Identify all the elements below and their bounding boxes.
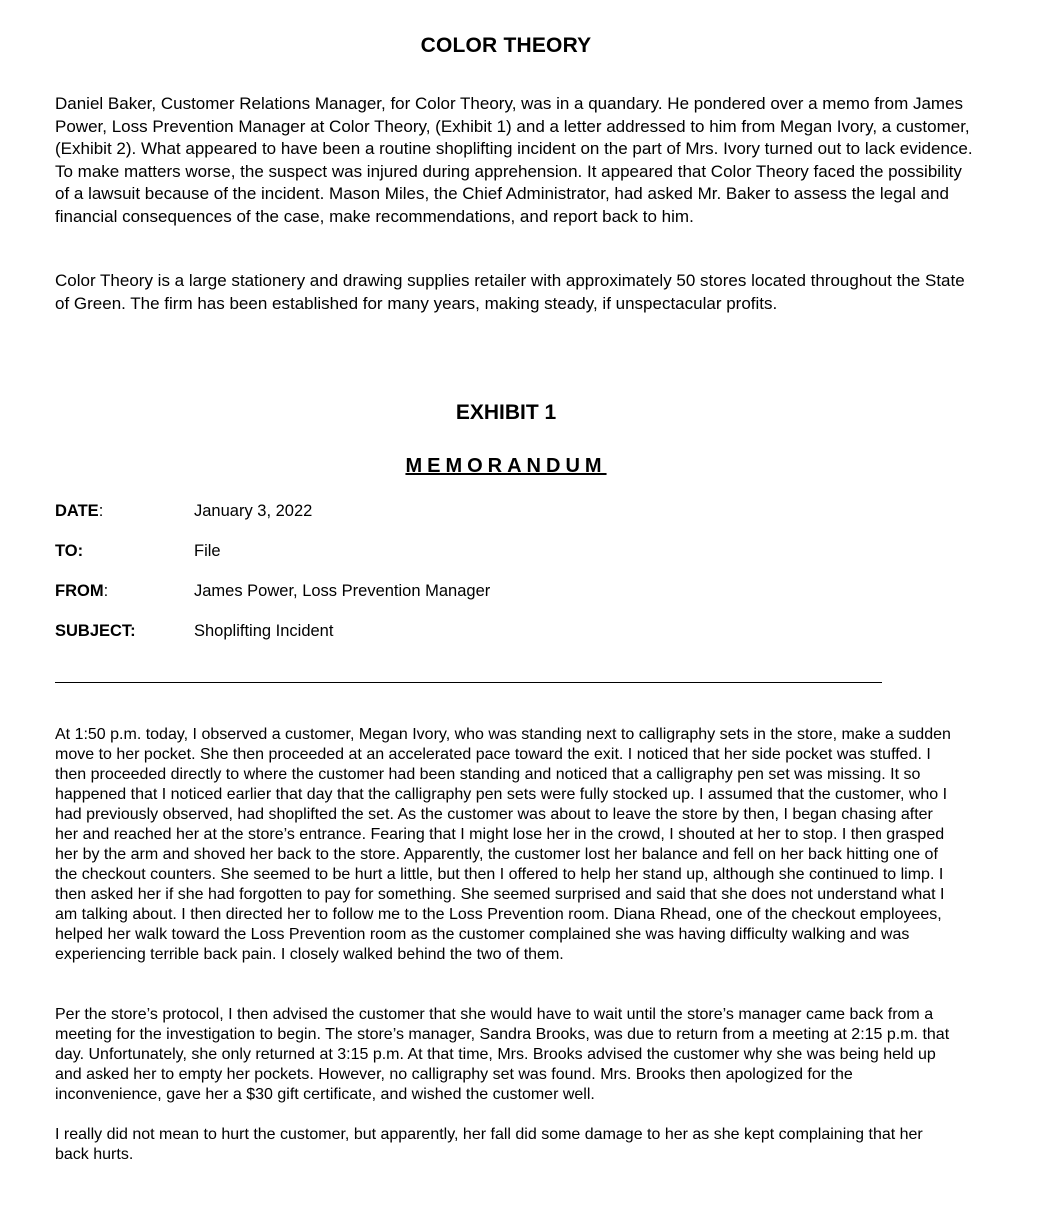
memo-from-value: James Power, Loss Prevention Manager (194, 582, 491, 600)
memo-body-paragraph-3: I really did not mean to hurt the customer, but apparently, her fall did some damage to her as she kept complaining that her back hurts. (55, 1126, 923, 1163)
memo-date-value: January 3, 2022 (194, 502, 313, 520)
intro-paragraph-1: Daniel Baker, Customer Relations Manager, for Color Theory, was in a quandary. He pondered over a memo from James Power, Loss Prevention Manager at Color Theory, (Exhibit 1) and a letter addressed to him from Megan Ivory, a customer, (Exhibit 2). What appeared to have been a routine shoplifting incident on the part of Mrs. Ivory turned out to lack evidence. To make matters worse, the suspect was injured during apprehension. It appeared that Color Theory faced the possibility of a lawsuit because of the incident. Mason Miles, the Chief Administrator, had asked Mr. Baker to assess the legal and financial consequences of the case, make recommendations, and report back to him. (55, 94, 973, 226)
memo-subject-label: SUBJECT: (55, 622, 136, 640)
memo-subject-value: Shoplifting Incident (194, 622, 334, 640)
memo-subject-row (55, 622, 955, 646)
memo-date-row (55, 502, 955, 526)
exhibit-title: EXHIBIT 1 (455, 401, 557, 424)
document-title: COLOR THEORY (420, 34, 592, 57)
memo-body-paragraph-2: Per the store’s protocol, I then advised the customer that she would have to wait until the store’s manager came back from a meeting for the investigation to begin. The store’s manager, Sandra Brooks, was due to return from a meeting at 2:15 p.m. that day. Unfortunately, she only returned at 3:15 p.m. At that time, Mrs. Brooks advised the customer why she was being held up and asked her to empty her pockets. However, no calligraphy set was found. Mrs. Brooks then apologized for the inconvenience, gave her a $30 gift certificate, and wished the customer well. (55, 1006, 950, 1103)
memo-to-label: TO: (55, 542, 84, 560)
intro-paragraph-2: Color Theory is a large stationery and drawing supplies retailer with approximately 50 stores located throughout the State of Green. The firm has been established for many years, making steady, if unspectacular profits. (55, 271, 965, 313)
memo-to-value: File (194, 542, 221, 560)
memo-date-label: DATE: (55, 502, 104, 520)
memo-from-row (55, 582, 955, 606)
memo-from-label: FROM: (55, 582, 109, 600)
memo-to-row (55, 542, 955, 566)
memo-body-paragraph-1: At 1:50 p.m. today, I observed a customer, Megan Ivory, who was standing next to calligraphy sets in the store, make a sudden move to her pocket. She then proceeded at an accelerated pace toward the exit. I noticed that her side pocket was stuffed. I then proceeded directly to where the customer had been standing and noticed that a calligraphy pen set was missing. It so happened that I noticed earlier that day that the calligraphy pen sets were fully stocked up. I assumed that the customer, who I had previously observed, had shoplifted the set. As the customer was about to leave the store by then, I began chasing after her and reached her at the store’s entrance. Fearing that I might lose her in the crowd, I shouted at her to stop. I then grasped her by the arm and shoved her back to the store. Apparently, the customer lost her balance and fell on her back hitting one of the checkout counters. She seemed to be hurt a little, but then I offered to help her stand up, although she continued to limp. I then asked her if she had forgotten to pay for something. She seemed surprised and said that she does not understand what I am talking about. I then directed her to follow me to the Loss Prevention room. Diana Rhead, one of the checkout employees, helped her walk toward the Loss Prevention room as the customer complained she was having difficulty walking and was experiencing terrible back pain. I closely walked behind the two of them. (55, 726, 951, 963)
memo-divider (55, 682, 882, 683)
memorandum-heading: MEMORANDUM (405, 455, 607, 477)
